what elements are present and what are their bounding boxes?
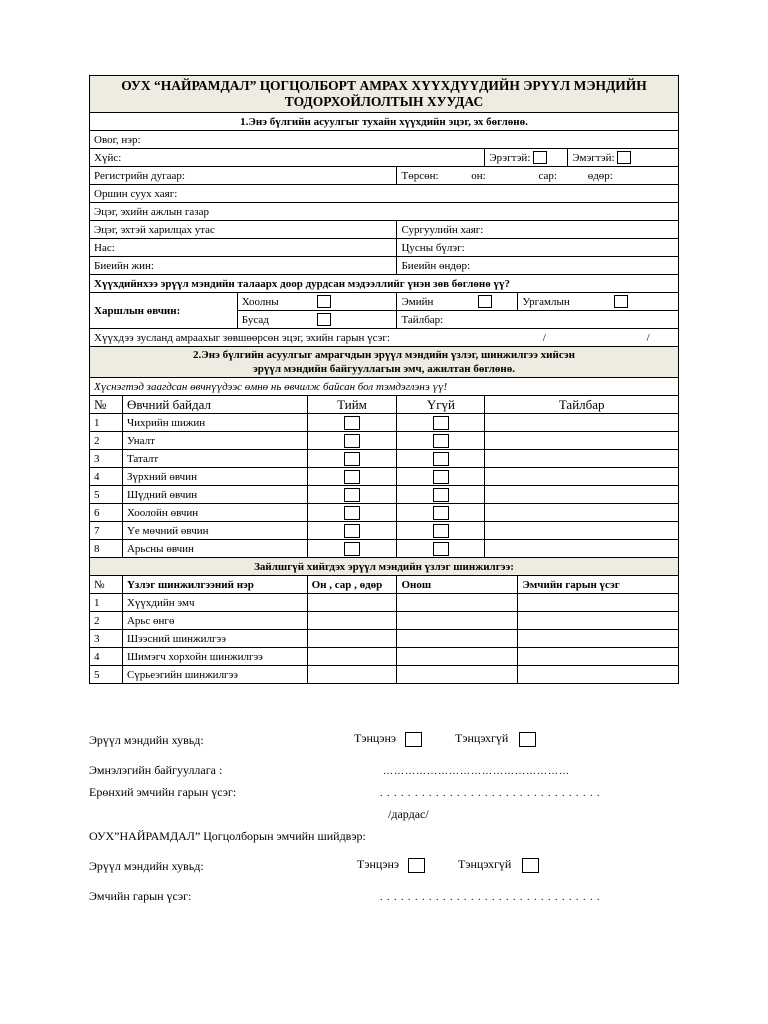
disease-yes-checkbox[interactable] [344,524,360,538]
sex-label: Хүйс: [90,149,485,167]
fit1-label: Тэнцэнэ [354,731,397,745]
exam-date-cell[interactable] [307,630,397,648]
disease-yes-checkbox[interactable] [344,542,360,556]
disease-name: Зүрхний өвчин [122,468,307,486]
plant-label: Ургамлын [522,295,570,308]
section2-heading [90,347,679,378]
disease-note-cell[interactable] [485,522,679,540]
exam-name: Сүрьеэгийн шинжилгээ [122,666,307,684]
fit2-checkbox[interactable] [408,858,425,873]
health2-label: Эрүүл мэндийн хувьд: [89,859,204,873]
disease-name: Үе мөчний өвчин [122,522,307,540]
exam-name: Шимэгч хорхойн шинжилгээ [122,648,307,666]
unfit2-checkbox[interactable] [522,858,539,873]
exam-diagnosis-cell[interactable] [397,612,518,630]
exam-row [90,612,679,630]
exam-diagnosis-cell[interactable] [397,630,518,648]
disease-no-cell[interactable] [397,414,485,432]
register-field[interactable]: Регистрийн дугаар: [90,167,397,185]
plant-allergy-option[interactable] [518,293,679,311]
exam-col-signature: Эмчийн гарын үсэг [518,576,679,594]
disease-no: 2 [90,432,123,450]
disease-note-cell[interactable] [485,540,679,558]
disease-note-cell[interactable] [485,486,679,504]
other-allergy-option[interactable] [237,311,397,329]
disease-no: 3 [90,450,123,468]
exam-signature-cell[interactable] [518,594,679,612]
disease-no-cell[interactable] [397,432,485,450]
workplace-field[interactable]: Эцэг, эхийн ажлын газар [90,203,679,221]
disease-no: 1 [90,414,123,432]
day-label: өдөр: [587,169,613,182]
plant-checkbox[interactable] [614,295,628,308]
exam-col-no: № [90,576,123,594]
disease-row [90,486,679,504]
unfit-option-1[interactable] [455,731,536,747]
food-allergy-option[interactable] [237,293,397,311]
exam-row [90,630,679,648]
blood-field[interactable]: Цусны бүлэг: [397,239,679,257]
health-status-1 [89,733,204,747]
disease-name: Шүдний өвчин [122,486,307,504]
disease-yes-cell[interactable] [307,468,397,486]
disease-no-cell[interactable] [397,522,485,540]
disease-yes-checkbox[interactable] [344,470,360,484]
disease-no-cell[interactable] [397,450,485,468]
drug-allergy-option[interactable] [397,293,518,311]
disease-name: Хоолойн өвчин [122,504,307,522]
disease-no-cell[interactable] [397,486,485,504]
other-label: Бусад [241,313,269,326]
male-label: Эрэгтэй: [489,151,531,164]
consent-label: Хүүхдээ зусланд амраахыг зөвшөөрсөн эцэг, эхийн гарын үсэг: [94,331,390,344]
food-label: Хоолны [241,295,279,308]
exam-date-cell[interactable] [307,594,397,612]
health-question: Хүүхдийнхээ эрүүл мэндийн талаарх доор дурдсан мэдээллийг үнэн зөв бөглөнө үү? [90,275,679,293]
col-disease: Өвчний байдал [122,396,307,414]
disease-no-checkbox[interactable] [433,470,449,484]
school-field[interactable]: Сургуулийн хаяг: [397,221,679,239]
form-title: ОУХ “НАЙРАМДАЛ” ЦОГЦОЛБОРТ АМРАХ ХҮҮХДҮҮДИЙН ЭРҮҮЛ МЭНДИЙН ТОДОРХОЙЛОЛТЫН ХУУДАС [90,76,679,113]
female-checkbox[interactable] [617,151,631,164]
exam-name: Арьс өнгө [122,612,307,630]
exam-row [90,594,679,612]
phone-field[interactable]: Эцэг, эхтэй харилцах утас [90,221,397,239]
disease-no-checkbox[interactable] [433,434,449,448]
exam-name: Шээсний шинжилгээ [122,630,307,648]
doctor-signature-label: Эмчийн гарын үсэг: [89,889,192,903]
disease-yes-cell[interactable] [307,414,397,432]
unfit2-label: Тэнцэхгүй [458,857,512,871]
exam-diagnosis-cell[interactable] [397,594,518,612]
name-field[interactable]: Овог, нэр: [90,131,679,149]
hospital-dots[interactable]: …………………………………………… [383,766,570,777]
col-no: № [90,396,123,414]
disease-note-cell[interactable] [485,504,679,522]
exam-signature-cell[interactable] [518,648,679,666]
camp-decision-label: ОУХ”НАЙРАМДАЛ” Цогцолборын эмчийн шийдвэр: [89,829,366,843]
drug-label: Эмийн [401,295,434,308]
unfit1-checkbox[interactable] [519,732,536,747]
exam-col-name: Үзлэг шинжилгээний нэр [122,576,307,594]
other-checkbox[interactable] [317,313,331,326]
disease-yes-checkbox[interactable] [344,416,360,430]
exam-no: 1 [90,594,123,612]
disease-name: Чихрийн шижин [122,414,307,432]
exam-diagnosis-cell[interactable] [397,666,518,684]
exam-no: 5 [90,666,123,684]
female-label: Эмэгтэй: [572,151,615,164]
disease-row [90,468,679,486]
seal-label: /дардас/ [388,807,429,821]
disease-yes-checkbox[interactable] [344,434,360,448]
disease-note-cell[interactable] [485,414,679,432]
disease-no-cell[interactable] [397,468,485,486]
disease-no: 5 [90,486,123,504]
disease-no: 8 [90,540,123,558]
doctor-signature-dots[interactable]: . . . . . . . . . . . . . . . . . . . . . . . . . . . . . . . . [380,892,601,903]
disease-yes-checkbox[interactable] [344,452,360,466]
disease-name: Арьсны өвчин [122,540,307,558]
male-checkbox[interactable] [533,151,547,164]
birthdate-field[interactable] [397,167,679,185]
exam-no: 2 [90,612,123,630]
disease-name: Таталт [122,450,307,468]
exam-no: 4 [90,648,123,666]
exam-col-date: Он , сар , өдөр [307,576,397,594]
fit-option-2[interactable] [357,857,425,873]
exam-signature-cell[interactable] [518,666,679,684]
col-no-answer: Үгүй [397,396,485,414]
disease-no: 7 [90,522,123,540]
exam-row [90,648,679,666]
disease-yes-cell[interactable] [307,450,397,468]
fit2-label: Тэнцэнэ [357,857,400,871]
disease-row [90,522,679,540]
exam-signature-cell[interactable] [518,612,679,630]
exam-diagnosis-cell[interactable] [397,648,518,666]
disease-row [90,504,679,522]
address-field[interactable]: Оршин суух хаяг: [90,185,679,203]
disease-name: Уналт [122,432,307,450]
height-field[interactable]: Биеийн өндөр: [397,257,679,275]
health-form [89,75,679,684]
exam-name: Хүүхдийн эмч [122,594,307,612]
exam-date-cell[interactable] [307,666,397,684]
drug-checkbox[interactable] [478,295,492,308]
disease-no-checkbox[interactable] [433,524,449,538]
food-checkbox[interactable] [317,295,331,308]
disease-yes-cell[interactable] [307,540,397,558]
slash-2: / [646,331,650,344]
hospital-label: Эмнэлэгийн байгууллага : [89,763,223,777]
disease-yes-cell[interactable] [307,522,397,540]
born-label: Төрсөн: [401,169,439,182]
disease-row [90,414,679,432]
gp-signature-dots[interactable]: . . . . . . . . . . . . . . . . . . . . . . . . . . . . . . . . [380,788,601,799]
month-label: сар: [538,169,557,182]
disease-no-checkbox[interactable] [433,488,449,502]
disease-note-cell[interactable] [485,432,679,450]
disease-yes-cell[interactable] [307,504,397,522]
col-note: Тайлбар [485,396,679,414]
disease-row [90,540,679,558]
fit1-checkbox[interactable] [405,732,422,747]
disease-note-cell[interactable] [485,450,679,468]
disease-note-cell[interactable] [485,468,679,486]
exam-signature-cell[interactable] [518,630,679,648]
disease-no-checkbox[interactable] [433,506,449,520]
health1-label: Эрүүл мэндийн хувьд: [89,733,204,747]
exam-date-cell[interactable] [307,612,397,630]
slash-1: / [542,331,546,344]
parent-consent-field[interactable] [90,329,679,347]
disease-no-checkbox[interactable] [433,416,449,430]
section1-heading: 1.Энэ бүлгийн асуулгыг тухайн хүүхдийн эцэг, эх бөглөнө. [90,113,679,131]
disease-yes-checkbox[interactable] [344,488,360,502]
female-option[interactable] [568,149,679,167]
disease-yes-cell[interactable] [307,486,397,504]
exam-col-diagnosis: Онош [397,576,518,594]
disease-no: 4 [90,468,123,486]
unfit1-label: Тэнцэхгүй [455,731,509,745]
allergy-note-field[interactable]: Тайлбар: [397,311,679,329]
section2-instruction: Хүснэгтэд заагдсан өвчнүүдээс өмнө нь өвчилж байсан бол тэмдэглэнэ үү! [90,378,679,396]
section3-heading: Зайлшгүй хийгдэх эрүүл мэндийн үзлэг шинжилгээ: [90,558,679,576]
age-field[interactable]: Нас: [90,239,397,257]
weight-field[interactable]: Биеийн жин: [90,257,397,275]
disease-no: 6 [90,504,123,522]
col-yes: Тийм [307,396,397,414]
disease-yes-cell[interactable] [307,432,397,450]
disease-no-checkbox[interactable] [433,542,449,556]
disease-no-cell[interactable] [397,504,485,522]
disease-no-cell[interactable] [397,540,485,558]
section2-heading-line2: эрүүл мэндийн байгууллагын эмч, ажилтан бөглөнө. [252,363,516,375]
fit-option-1[interactable] [354,731,422,747]
disease-yes-checkbox[interactable] [344,506,360,520]
disease-no-checkbox[interactable] [433,452,449,466]
section2-heading-line1: 2.Энэ бүлгийн асуулгыг амрагчдын эрүүл мэндийн үзлэг, шинжилгээ хийсэн [193,349,575,361]
exam-date-cell[interactable] [307,648,397,666]
year-label: он: [471,169,486,182]
disease-row [90,432,679,450]
exam-no: 3 [90,630,123,648]
gp-signature-label: Ерөнхий эмчийн гарын үсэг: [89,785,237,799]
male-option[interactable] [485,149,568,167]
exam-row [90,666,679,684]
disease-row [90,450,679,468]
allergy-label: Харшлын өвчин: [90,293,238,329]
unfit-option-2[interactable] [458,857,539,873]
